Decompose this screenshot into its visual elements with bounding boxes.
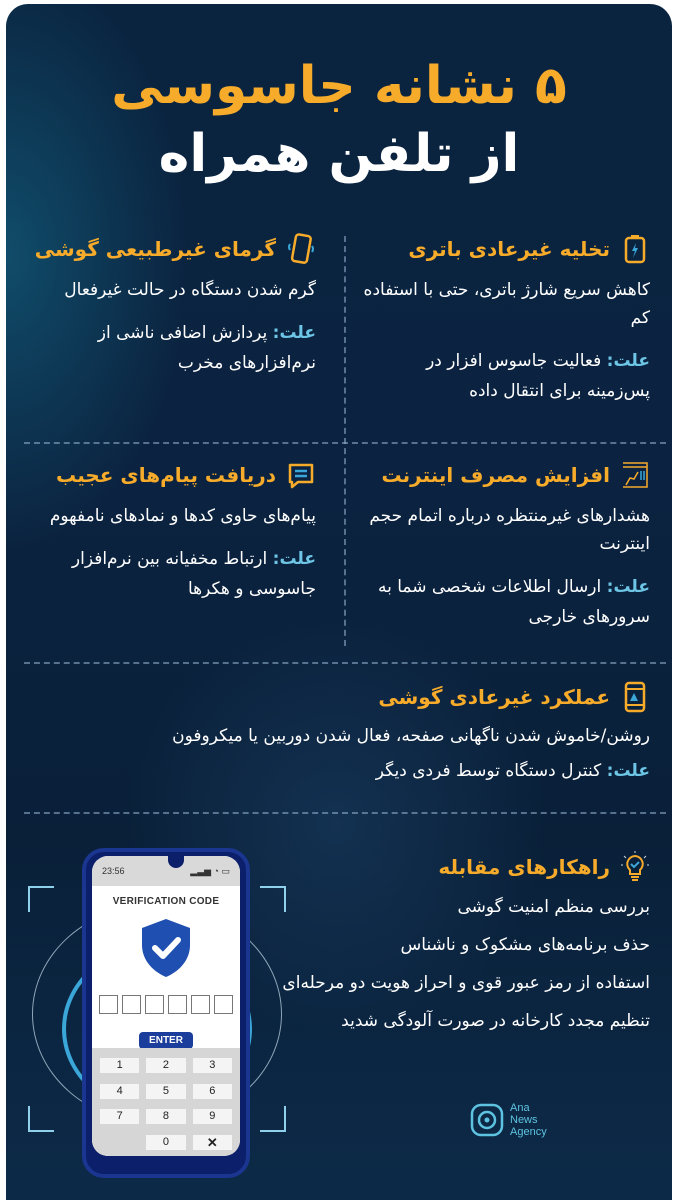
key-6[interactable]: 6	[193, 1084, 232, 1099]
logo-line: News	[510, 1114, 538, 1126]
status-bar	[92, 856, 240, 886]
sign-title: افزایش مصرف اینترنت	[381, 463, 610, 487]
key-1[interactable]: 1	[100, 1058, 139, 1073]
sign-cause	[16, 544, 316, 604]
sign-overheating	[16, 232, 316, 378]
cause-label: علت:	[606, 761, 650, 781]
divider-vertical	[344, 236, 346, 646]
sign-description: روشن/خاموش شدن ناگهانی صفحه، فعال شدن دوربین یا میکروفون	[172, 726, 650, 746]
sign-cause	[360, 346, 650, 406]
cause-label: علت:	[272, 549, 316, 569]
key-5[interactable]: 5	[146, 1084, 185, 1099]
verification-title: VERIFICATION CODE	[112, 896, 220, 907]
code-digit-box[interactable]	[214, 995, 233, 1014]
solutions-section	[250, 850, 650, 1040]
numeric-keypad	[92, 1048, 240, 1156]
cause-label: علت:	[606, 351, 650, 371]
sign-description: هشدارهای غیرمنتظره درباره اتمام حجم اینترنت	[369, 506, 650, 554]
phone-body	[82, 848, 250, 1178]
solution-item: حذف برنامه‌های مشکوک و ناشناس	[400, 935, 650, 955]
battery-icon	[620, 232, 650, 266]
code-digit-box[interactable]	[122, 995, 141, 1014]
chart-icon	[620, 458, 650, 492]
vibrating-phone-icon	[286, 232, 316, 266]
cause-text: ارتباط مخفیانه بین نرم‌افزار جاسوسی و هکرها	[71, 549, 316, 599]
enter-button[interactable]: ENTER	[139, 1032, 193, 1049]
sign-battery-drain	[360, 232, 650, 406]
logo-line: Agency	[510, 1126, 547, 1138]
infographic	[6, 4, 672, 1200]
code-digit-box[interactable]	[168, 995, 187, 1014]
sign-data-usage	[360, 458, 650, 632]
divider-horizontal	[24, 662, 666, 664]
key-3[interactable]: 3	[193, 1058, 232, 1073]
solutions-title: راهکارهای مقابله	[438, 855, 610, 879]
cause-text: ارسال اطلاعات شخصی شما به سرورهای خارجی	[377, 577, 650, 627]
solution-item: بررسی منظم امنیت گوشی	[457, 897, 650, 917]
delete-key-icon[interactable]: ✕	[193, 1135, 232, 1150]
key-4[interactable]: 4	[100, 1084, 139, 1099]
frame-corner	[28, 1106, 54, 1132]
message-icon	[286, 458, 316, 492]
frame-corner	[260, 886, 286, 912]
key-7[interactable]: 7	[100, 1109, 139, 1124]
cause-label: علت:	[272, 323, 316, 343]
cause-label: علت:	[606, 577, 650, 597]
lightbulb-icon	[620, 850, 650, 884]
sign-title: گرمای غیرطبیعی گوشی	[34, 237, 276, 261]
title-line-2: از تلفن همراه	[158, 124, 520, 184]
sign-description: گرم شدن دستگاه در حالت غیرفعال	[64, 280, 316, 300]
sign-title: عملکرد غیرعادی گوشی	[378, 685, 610, 709]
sign-description: کاهش سریع شارژ باتری، حتی با استفاده کم	[363, 280, 650, 328]
shield-check-icon	[92, 917, 240, 983]
key-empty	[100, 1135, 139, 1150]
divider-horizontal	[24, 442, 666, 444]
cause-text: فعالیت جاسوس افزار در پس‌زمینه برای انتقال داده	[426, 351, 650, 401]
cause-text: کنترل دستگاه توسط فردی دیگر	[375, 761, 602, 781]
sign-abnormal-behavior	[20, 680, 650, 786]
sign-description: پیام‌های حاوی کدها و نمادهای نامفهوم	[49, 506, 316, 526]
sign-title: تخلیه غیرعادی باتری	[408, 237, 610, 261]
ana-logo-icon	[470, 1103, 504, 1137]
sign-cause	[16, 318, 316, 378]
logo-line: Ana	[510, 1102, 530, 1114]
code-digit-box[interactable]	[191, 995, 210, 1014]
solution-item: استفاده از رمز عبور قوی و احراز هویت دو مرحله‌ای	[282, 973, 650, 993]
clock: 23:56	[102, 866, 125, 876]
frame-corner	[260, 1106, 286, 1132]
divider-horizontal	[24, 812, 666, 814]
key-2[interactable]: 2	[146, 1058, 185, 1073]
phone-screen	[92, 856, 240, 1156]
signal-wifi-battery-icon: ▂▃▅ ◔ ▭	[190, 865, 230, 876]
code-digit-box[interactable]	[145, 995, 164, 1014]
sign-cause	[20, 756, 650, 786]
phone-warning-icon	[620, 680, 650, 714]
frame-corner	[28, 886, 54, 912]
sign-cause	[360, 572, 650, 632]
solution-item: تنظیم مجدد کارخانه در صورت آلودگی شدید	[341, 1011, 650, 1031]
title-line-1: ۵ نشانه جاسوسی	[111, 56, 567, 116]
sign-title: دریافت پیام‌های عجیب	[56, 463, 276, 487]
code-input[interactable]	[92, 995, 240, 1014]
key-0[interactable]: 0	[146, 1135, 185, 1150]
ana-news-logo	[470, 1102, 547, 1138]
phone-illustration	[26, 834, 288, 1194]
cause-text: پردازش اضافی ناشی از نرم‌افزارهای مخرب	[97, 323, 316, 373]
code-digit-box[interactable]	[99, 995, 118, 1014]
key-9[interactable]: 9	[193, 1109, 232, 1124]
key-8[interactable]: 8	[146, 1109, 185, 1124]
sign-strange-messages	[16, 458, 316, 604]
